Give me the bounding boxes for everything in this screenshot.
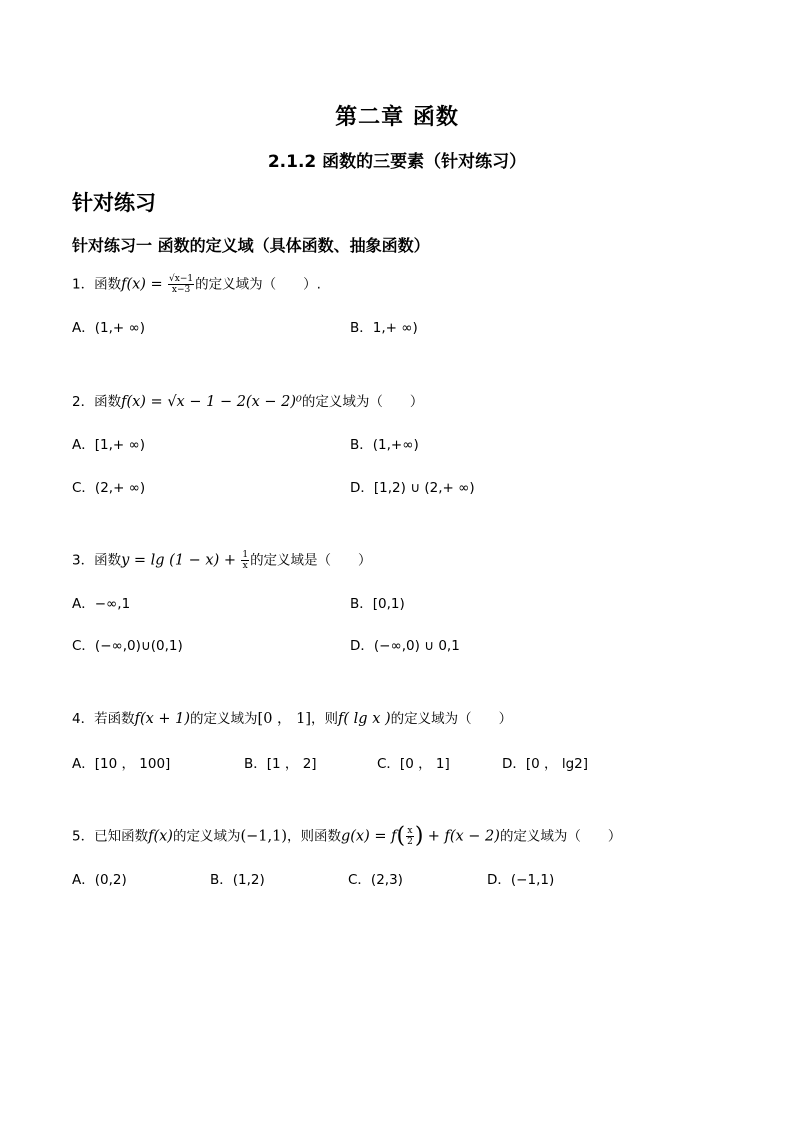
question-4 xyxy=(72,709,512,729)
q4-option-c: C．[0 ， 1] xyxy=(377,756,450,772)
q5-frac-den: 2 xyxy=(407,837,413,847)
q5-option-b: B．(1,2) xyxy=(210,872,265,888)
q5-option-d: D．(−1,1) xyxy=(487,872,555,888)
q5-fraction xyxy=(406,826,414,847)
q5-expr2b: + f(x − 2) xyxy=(427,828,500,845)
q5-option-c: C．(2,3) xyxy=(348,872,403,888)
q5-expr1: f(x) xyxy=(148,828,173,845)
q5-left-paren: ( xyxy=(396,823,406,849)
q1-func: f(x) = xyxy=(121,276,163,293)
q2-option-d: D．[1,2) ∪ (2,+ ∞) xyxy=(350,480,475,496)
q3-frac-den: x xyxy=(242,561,248,571)
q2-option-c: C．(2,+ ∞) xyxy=(72,480,146,496)
q5-expr2a: g(x) = f xyxy=(340,828,397,845)
section-heading: 针对练习 xyxy=(72,191,156,215)
q3-prefix: 3．函数 xyxy=(72,552,122,569)
q2-option-b: B．(1,+∞) xyxy=(350,437,419,453)
q1-option-a: A．(1,+ ∞) xyxy=(72,320,145,336)
q4-tail: 的定义域为（ ） xyxy=(390,711,513,727)
q4-option-a: A．[10 ， 100] xyxy=(72,756,171,772)
q5-mid2: ，则函数 xyxy=(286,828,341,845)
q2-prefix: 2．函数 xyxy=(72,394,122,410)
page-subtitle: 2.1.2 函数的三要素（针对练习） xyxy=(267,152,527,172)
q1-option-b: B．1,+ ∞) xyxy=(350,320,418,336)
q5-tail: 的定义域为（ ） xyxy=(499,828,622,845)
q1-tail: 的定义域为（ ）. xyxy=(195,276,321,293)
q2-expr: f(x) = √x − 1 − 2(x − 2)⁰ xyxy=(121,394,302,410)
q5-option-a: A．(0,2) xyxy=(72,872,127,888)
q3-expr: y = lg (1 − x) + xyxy=(121,552,237,569)
q4-expr2: f( lg x ) xyxy=(338,711,391,727)
q4-option-b: B．[1 ， 2] xyxy=(244,756,317,772)
subsection-heading: 针对练习一 函数的定义域（具体函数、抽象函数） xyxy=(72,236,430,255)
q1-fraction xyxy=(168,274,194,295)
q3-tail: 的定义域是（ ） xyxy=(250,552,372,569)
question-3 xyxy=(72,550,372,571)
q3-option-d: D．(−∞,0) ∪ 0,1 xyxy=(350,638,460,654)
q4-expr1: f(x + 1) xyxy=(134,711,191,727)
q4-option-d: D．[0 ， lg2] xyxy=(502,756,589,772)
q4-interval: [0 ， 1] xyxy=(257,711,312,727)
q3-frac-num: 1 xyxy=(242,550,249,560)
q3-fraction xyxy=(241,550,249,571)
q4-mid2: ，则 xyxy=(311,711,339,727)
question-5 xyxy=(72,823,622,849)
page-title: 第二章 函数 xyxy=(335,105,459,130)
q5-interval: (−1,1) xyxy=(240,828,287,845)
q1-frac-den: x−3 xyxy=(171,285,191,295)
q5-frac-num: x xyxy=(407,826,413,836)
q5-right-paren: ) xyxy=(414,823,424,849)
q4-prefix: 4．若函数 xyxy=(72,711,135,727)
q3-option-a: A．−∞,1 xyxy=(72,596,131,612)
q5-mid: 的定义域为 xyxy=(172,828,241,845)
q3-option-b: B．[0,1) xyxy=(350,596,405,612)
q5-prefix: 5．已知函数 xyxy=(72,828,149,845)
q3-option-c: C．(−∞,0)∪(0,1) xyxy=(72,638,183,654)
q2-tail: 的定义域为（ ） xyxy=(301,394,424,410)
question-2 xyxy=(72,392,423,412)
q2-option-a: A．[1,+ ∞) xyxy=(72,437,145,453)
q4-mid: 的定义域为 xyxy=(190,711,258,727)
q1-frac-num: √x−1 xyxy=(169,274,194,284)
question-1 xyxy=(72,274,321,295)
q1-prefix: 1．函数 xyxy=(72,276,122,293)
